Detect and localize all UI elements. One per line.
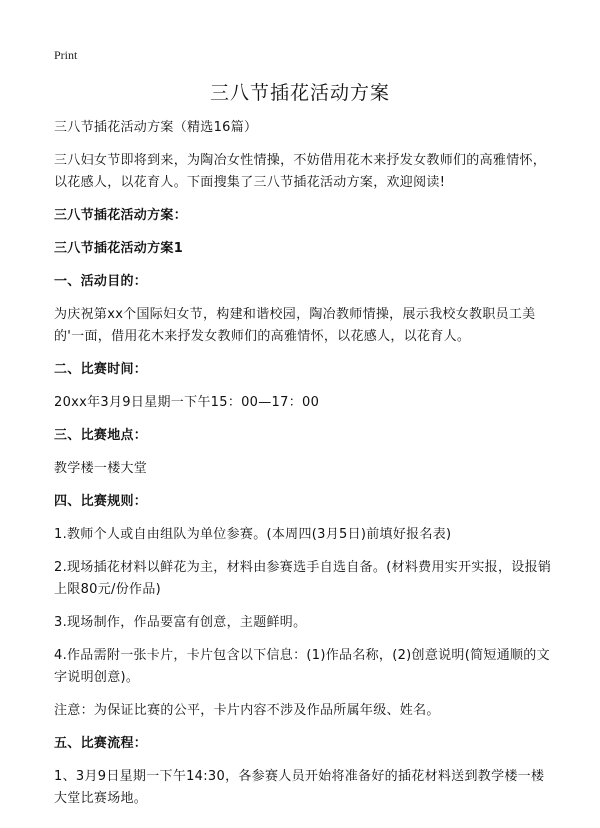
heading-purpose: 一、活动目的： bbox=[54, 274, 148, 289]
rule-note: 注意：为保证比赛的公平，卡片内容不涉及作品所属年级、姓名。 bbox=[54, 703, 440, 718]
print-label[interactable]: Print bbox=[54, 48, 78, 62]
process-item-1: 1、3月9日星期一下午14:30，各参赛人员开始将准备好的插花材料送到教学楼一楼大堂比赛场地。 bbox=[54, 769, 545, 806]
heading-time: 二、比赛时间： bbox=[54, 362, 148, 377]
heading-plan: 三八节插花活动方案： bbox=[54, 208, 188, 223]
document-title: 三八节插花活动方案 bbox=[209, 82, 390, 104]
paragraph-subtitle: 三八节插花活动方案（精选16篇） bbox=[54, 120, 258, 135]
heading-process: 五、比赛流程： bbox=[54, 736, 148, 751]
paragraph-intro: 三八妇女节即将到来，为陶冶女性情操，不妨借用花木来抒发女教师们的高雅情怀，以花感人，以花育人。下面搜集了三八节插花活动方案，欢迎阅读! bbox=[54, 153, 547, 190]
rule-item-4: 4.作品需附一张卡片，卡片包含以下信息：(1)作品名称，(2)创意说明(简短通顺的文字说明创意)。 bbox=[54, 648, 550, 685]
rule-item-3: 3.现场制作，作品要富有创意，主题鲜明。 bbox=[54, 615, 307, 630]
document-body bbox=[54, 117, 554, 821]
paragraph-time: 20xx年3月9日星期一下午15：00—17：00 bbox=[54, 395, 320, 410]
heading-location: 三、比赛地点： bbox=[54, 428, 148, 443]
rule-item-1: 1.教师个人或自由组队为单位参赛。(本周四(3月5日)前填好报名表) bbox=[54, 527, 452, 542]
paragraph-location: 教学楼一楼大堂 bbox=[54, 461, 148, 476]
paragraph-purpose: 为庆祝第xx个国际妇女节，构建和谐校园，陶冶教师情操，展示我校女教职员工美的'一面，借用花木来抒发女教师们的高雅情怀，以花感人，以花育人。 bbox=[54, 307, 536, 344]
rule-item-2: 2.现场插花材料以鲜花为主，材料由参赛选手自选自备。(材料费用实开实报，设报销上限80元/份作品) bbox=[54, 560, 552, 597]
heading-rules: 四、比赛规则： bbox=[54, 494, 148, 509]
heading-plan-1: 三八节插花活动方案1 bbox=[54, 241, 184, 256]
